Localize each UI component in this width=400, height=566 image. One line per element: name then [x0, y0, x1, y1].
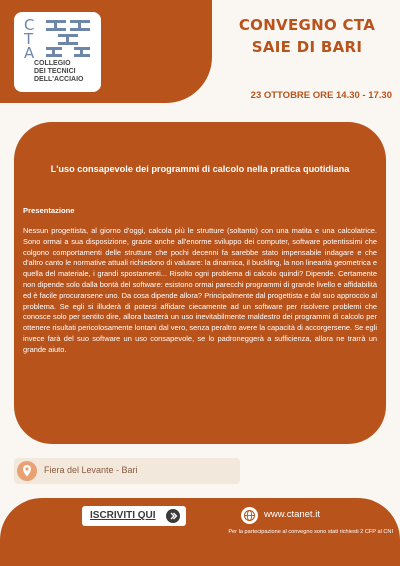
presentation-card — [14, 122, 386, 444]
location-bar — [14, 458, 240, 484]
logo-letter-a: A — [24, 44, 36, 62]
logo-line: DEI TECNICI — [34, 68, 76, 75]
presentation-text: Nessun progettista, al giorno d'oggi, calcola più le strutture (soltanto) con una matita e una calcolatrice. Sono ormai a sua disposizione, grazie anche all'enorme sviluppo dei computer, software potentissimi che colgono comportamenti delle strutture che pochi decenni fa sarebbe stato impensabile indagare e che d'altro canto le normative attuali richiedono di valutare: la dinamica, il buckling, la non linearità geometrica e quella del materiale, i grandi spostamenti... Risolto ogni problema di calcolo quindi? Dipende. Certamente non dipende solo dalla bontà del software: esistono ormai parecchi programmi di grande livello e affidabilità ed è facile procurarsene uno. Da cosa dipende allora? Principalmente dal progettista e dal suo approccio al problema. Se egli si illuderà di potersi affidare ciecamente ad un software per risolvere problemi che conosce solo per sentito dire, allora basterà un uso inevitabilmente maldestro dei programmi di calcolo per ottenere risultati pericolosamente lontani dal vero, senza peraltro avere la capacità di accorgersene. Se egli invece farà del suo software un uso consapevole, se lo padroneggerà a sufficienza, allora ne trarrà un grande aiuto. — [23, 226, 377, 354]
subscribe-button[interactable] — [82, 506, 186, 526]
event-title — [222, 14, 392, 58]
talk-title: L'uso consapevole dei programmi di calcolo nella pratica quotidiana — [50, 164, 350, 174]
logo-letter-t: T — [24, 30, 35, 48]
section-heading: Presentazione — [23, 206, 75, 215]
map-pin-icon — [17, 461, 37, 481]
event-title-line: SAIE DI BARI — [251, 38, 363, 56]
event-title-line: CONVEGNO CTA — [238, 16, 376, 34]
logo-wordmark — [34, 60, 96, 84]
steel-beams-icon — [44, 18, 94, 60]
subscribe-label: ISCRIVITI QUI — [90, 510, 156, 521]
header-band — [0, 0, 212, 103]
logo-letter-c: C — [24, 16, 36, 34]
logo-line: DELL'ACCIAIO — [34, 76, 84, 83]
website-link[interactable]: www.ctanet.it — [264, 509, 320, 520]
logo-letters — [24, 18, 35, 60]
arrow-right-icon — [166, 509, 180, 523]
cfp-note: Per la partecipazione al convegno sono stati richiesti 2 CFP al CNI — [228, 529, 393, 535]
globe-icon — [241, 507, 258, 524]
event-datetime: 23 OTTOBRE ORE 14.30 - 17.30 — [250, 90, 392, 101]
footer-band — [0, 498, 400, 566]
location-text: Fiera del Levante - Bari — [44, 465, 138, 475]
cta-logo — [14, 12, 101, 92]
logo-line: COLLEGIO — [34, 60, 71, 67]
